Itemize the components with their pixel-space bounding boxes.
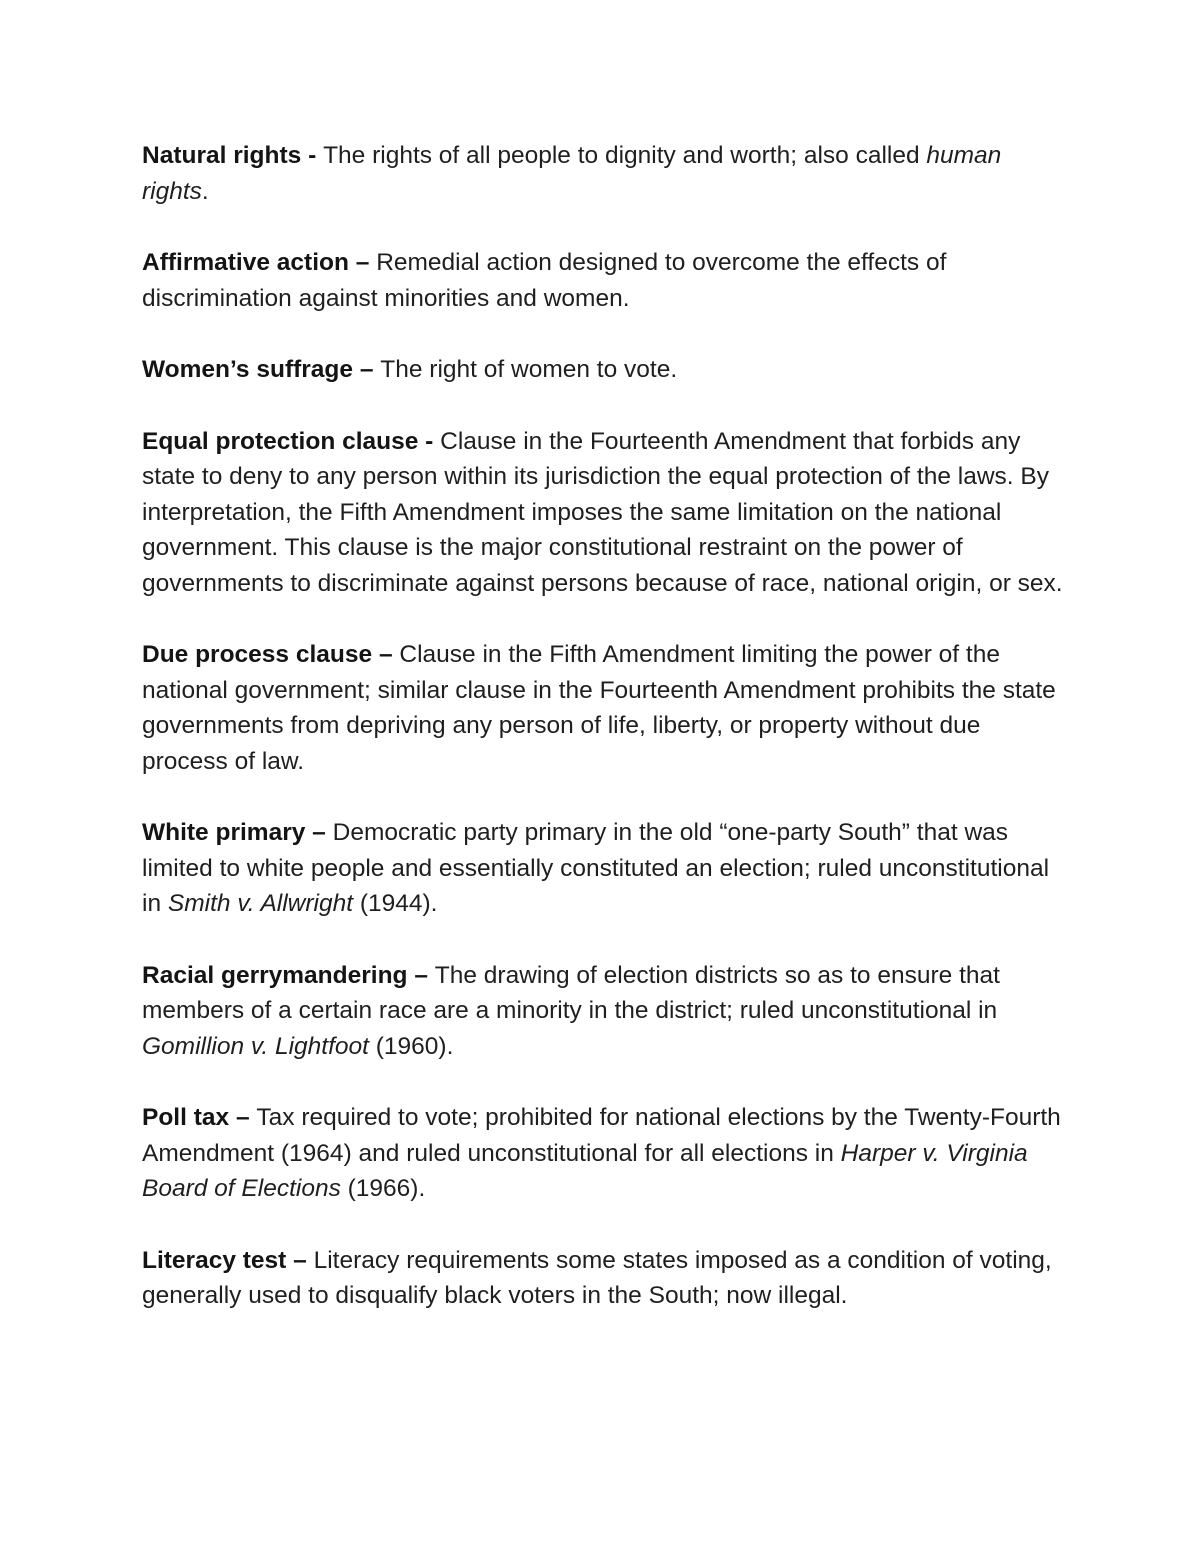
entry-term: Women’s suffrage (142, 356, 354, 383)
entry-definition: (1944). (353, 890, 438, 917)
entry-term: Racial gerrymandering (142, 961, 408, 989)
glossary (142, 138, 1072, 1350)
entry-term: Literacy test (142, 1246, 287, 1274)
case-name: human rights (142, 142, 1002, 205)
entry-definition: Literacy requirements some states imposed as a condition of voting, generally used to disqualify black voters in the South; now illegal. (142, 1246, 1052, 1309)
entry-term: Due process clause (142, 641, 373, 668)
entry-term: White primary (142, 819, 306, 846)
entry-definition: Democratic party primary in the old “one-party South” that was limited to white people and essentially constituted an election; ruled unconstitutional in (142, 819, 1050, 917)
entry-separator: – (348, 249, 377, 276)
entry-definition: Remedial action designed to overcome the effects of discrimination against minorities and women. (142, 249, 947, 312)
entry-definition: Clause in the Fourteenth Amendment that forbids any state to deny to any person within its jurisdiction the equal protection of the laws. By interpretation, the Fifth Amendment imposes the same limitation on the national government. This clause is the major constitutional restraint on the power of governments to discriminate against persons because of race, national origin, or sex. (142, 427, 1063, 597)
glossary-entry (142, 1243, 1072, 1314)
entry-separator: – (407, 961, 435, 989)
entry-separator: - (301, 142, 324, 169)
glossary-entry (142, 424, 1072, 602)
entry-definition: Tax required to vote; prohibited for national elections by the Twenty-Fourth Amendment (1964) and ruled unconstitutional for all elections in (142, 1104, 1061, 1167)
entry-term: Affirmative action (142, 249, 349, 276)
glossary-entry (142, 637, 1072, 779)
entry-separator: – (353, 356, 381, 383)
entry-separator: – (372, 641, 400, 668)
case-name: Smith v. Allwright (167, 890, 354, 917)
entry-term: Equal protection clause (142, 427, 419, 455)
entry-definition: . (201, 177, 209, 205)
entry-definition: The right of women to vote. (380, 356, 678, 383)
entry-separator: - (418, 427, 441, 455)
entry-definition: (1966). (340, 1175, 426, 1202)
entry-term: Poll tax (142, 1104, 230, 1131)
entry-separator: – (286, 1246, 314, 1274)
glossary-entry (142, 958, 1072, 1065)
entry-definition: The rights of all people to dignity and worth; also called (323, 142, 927, 169)
entry-definition: The drawing of election districts so as to ensure that members of a certain race are a minority in the district; ruled unconstitutional in (142, 961, 1000, 1024)
entry-definition: (1960). (368, 1032, 454, 1060)
glossary-entry (142, 352, 1072, 388)
entry-definition: Clause in the Fifth Amendment limiting the power of the national government; similar clause in the Fourteenth Amendment prohibits the state governments from depriving any person of life, liberty, or property without due process of law. (142, 641, 1056, 775)
glossary-entry (142, 815, 1072, 922)
case-name: Gomillion v. Lightfoot (142, 1032, 369, 1060)
entry-separator: – (305, 819, 333, 846)
case-name: Harper v. Virginia Board of Elections (142, 1139, 1028, 1202)
glossary-entry (142, 245, 1072, 316)
entry-term: Natural rights (142, 142, 302, 169)
glossary-entry (142, 1100, 1072, 1207)
glossary-entry (142, 138, 1072, 209)
entry-separator: – (229, 1104, 257, 1131)
